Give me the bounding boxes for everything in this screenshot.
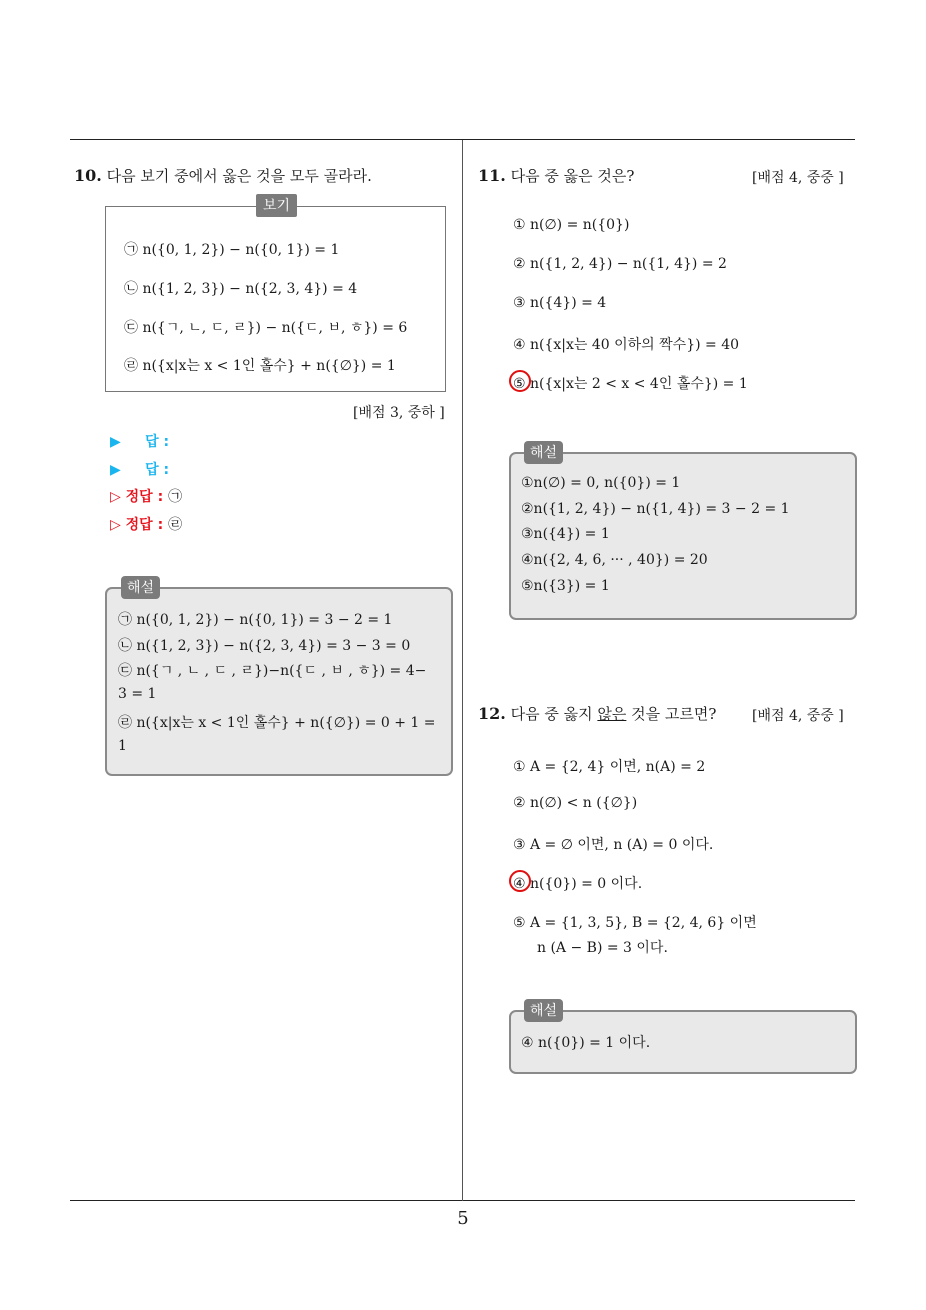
q11-question: 다음 중 옳은 것은? bbox=[510, 167, 635, 185]
page-number: 5 bbox=[457, 1208, 469, 1229]
q10-number: 10. bbox=[74, 166, 102, 185]
q12-header bbox=[478, 703, 716, 724]
q11-meta: [배점 4, 중중 ] bbox=[752, 170, 844, 186]
q12-solution-line: ④ n({0}) = 1 이다. bbox=[521, 1035, 651, 1051]
correct-answer-2 bbox=[110, 514, 182, 534]
bogi-item: ㉡ n({1, 2, 3}) − n({2, 3, 4}) = 4 bbox=[124, 281, 358, 297]
q12-solution-label: 해설 bbox=[524, 999, 563, 1022]
q11-solution-line: ①n(∅) = 0, n({0}) = 1 bbox=[521, 475, 681, 491]
q12-choice: ⑤ A = {1, 3, 5}, B = {2, 4, 6} 이면 bbox=[513, 915, 757, 931]
q11-header bbox=[478, 165, 634, 186]
q11-choice: ② n({1, 2, 4}) − n({1, 4}) = 2 bbox=[513, 256, 727, 272]
answer-label: 답 : bbox=[145, 462, 170, 478]
q11-choice: ③ n({4}) = 4 bbox=[513, 295, 607, 311]
q11-number: 11. bbox=[478, 166, 506, 185]
q11-choice: ① n(∅) = n({0}) bbox=[513, 217, 630, 233]
q12-choice: ② n(∅) < n ({∅}) bbox=[513, 795, 638, 811]
answer-blank-2 bbox=[110, 459, 169, 479]
bogi-item: ㉣ n({x|x는 x < 1인 홀수} + n({∅}) = 1 bbox=[124, 358, 396, 374]
q11-solution-line: ②n({1, 2, 4}) − n({1, 4}) = 3 − 2 = 1 bbox=[521, 501, 790, 517]
q10-solution-label: 해설 bbox=[121, 576, 160, 599]
outline-triangle-icon: ▷ bbox=[110, 517, 121, 533]
q12-meta: [배점 4, 중중 ] bbox=[752, 708, 844, 724]
answer-blank-1 bbox=[110, 431, 169, 451]
q10-solution-line: ㉠ n({0, 1, 2}) − n({0, 1}) = 3 − 2 = 1 bbox=[118, 612, 393, 628]
q11-solution-label: 해설 bbox=[524, 441, 563, 464]
q11-choice: ⑤ n({x|x는 2 < x < 4인 홀수}) = 1 bbox=[513, 376, 748, 392]
q10-solution-line: ㉢ n({ㄱ , ㄴ , ㄷ , ㄹ})−n({ㄷ , ㅂ , ㅎ}) = 4− bbox=[118, 663, 427, 679]
q12-question-underlined: 않은 bbox=[597, 705, 627, 723]
bogi-item: ㉢ n({ㄱ, ㄴ, ㄷ, ㄹ}) − n({ㄷ, ㅂ, ㅎ}) = 6 bbox=[124, 320, 408, 336]
q10-solution-line: ㉣ n({x|x는 x < 1인 홀수} + n({∅}) = 0 + 1 = bbox=[118, 715, 436, 731]
q10-header bbox=[74, 165, 372, 186]
q10-solution-line: 1 bbox=[118, 738, 127, 754]
filled-triangle-icon: ▶ bbox=[110, 434, 121, 450]
q10-meta: [배점 3, 중하 ] bbox=[353, 405, 445, 421]
q11-solution-line: ⑤n({3}) = 1 bbox=[521, 578, 610, 594]
answer-label: 답 : bbox=[145, 434, 170, 450]
correct-value: ㉣ bbox=[168, 517, 183, 533]
filled-triangle-icon: ▶ bbox=[110, 462, 121, 478]
q12-number: 12. bbox=[478, 704, 506, 723]
q11-solution-line: ③n({4}) = 1 bbox=[521, 526, 610, 542]
bogi-item: ㉠ n({0, 1, 2}) − n({0, 1}) = 1 bbox=[124, 242, 340, 258]
q10-question: 다음 보기 중에서 옳은 것을 모두 골라라. bbox=[106, 167, 372, 185]
correct-label: 정답 : bbox=[125, 517, 164, 533]
q12-choice: ③ A = ∅ 이면, n (A) = 0 이다. bbox=[513, 837, 714, 853]
bogi-label: 보기 bbox=[256, 194, 297, 217]
q11-choice: ④ n({x|x는 40 이하의 짝수}) = 40 bbox=[513, 337, 740, 353]
correct-label: 정답 : bbox=[125, 489, 164, 505]
selected-answer-circle-icon bbox=[509, 370, 531, 392]
q12-choice-continued: n (A − B) = 3 이다. bbox=[537, 940, 668, 956]
q10-solution-line: ㉡ n({1, 2, 3}) − n({2, 3, 4}) = 3 − 3 = 0 bbox=[118, 638, 411, 654]
q12-choice: ④ n({0}) = 0 이다. bbox=[513, 876, 643, 892]
q12-question-pre: 다음 중 옳지 bbox=[510, 705, 598, 723]
q12-question-post: 것을 고르면? bbox=[626, 705, 717, 723]
column-divider bbox=[462, 140, 463, 1201]
correct-value: ㉠ bbox=[168, 489, 183, 505]
outline-triangle-icon: ▷ bbox=[110, 489, 121, 505]
correct-answer-1 bbox=[110, 486, 182, 506]
q12-choice: ① A = {2, 4} 이면, n(A) = 2 bbox=[513, 759, 706, 775]
q11-solution-line: ④n({2, 4, 6, ··· , 40}) = 20 bbox=[521, 552, 708, 568]
q10-solution-line: 3 = 1 bbox=[118, 686, 157, 702]
selected-answer-circle-icon bbox=[509, 870, 531, 892]
